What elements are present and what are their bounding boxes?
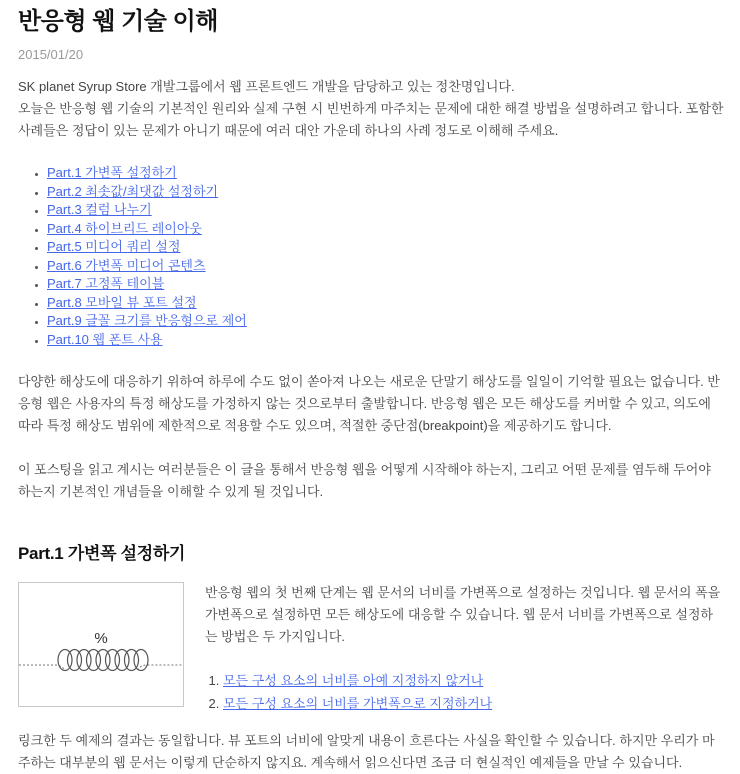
toc-link-part7[interactable]: Part.7 고정폭 테이블 xyxy=(47,276,165,291)
toc-item xyxy=(47,257,724,276)
toc-link-part3[interactable]: Part.3 컬럼 나누기 xyxy=(47,202,152,217)
closing-paragraph: 링크한 두 예제의 결과는 동일합니다. 뷰 포트의 너비에 알맞게 내용이 흐른다는 사실을 확인할 수 있습니다. 하지만 우리가 마주하는 대부분의 웹 문서는 이렇게 단순하지 않지요. 계속해서 읽으신다면 조금 더 현실적인 예제들을 만날 수 있습니다. xyxy=(18,733,715,770)
part1-section xyxy=(18,582,724,715)
width-options-list xyxy=(205,669,724,715)
toc-item xyxy=(47,201,724,220)
option-link-flex-width[interactable]: 모든 구성 요소의 너비를 가변폭으로 지정하거나 xyxy=(223,696,493,711)
intro-paragraph xyxy=(18,76,724,142)
overview-paragraph: 이 포스팅을 읽고 계시는 여러분들은 이 글을 통해서 반응형 웹을 어떻게 시작해야 하는지, 그리고 어떤 문제를 염두해 두어야 하는지 기본적인 개념들을 이해할 수 있게 될 것입니다. xyxy=(18,462,711,499)
option-link-no-width[interactable]: 모든 구성 요소의 너비를 아예 지정하지 않거나 xyxy=(223,673,484,688)
toc-item xyxy=(47,312,724,331)
option-item xyxy=(223,692,724,715)
toc-item xyxy=(47,164,724,183)
toc-item xyxy=(47,220,724,239)
toc-list xyxy=(18,164,724,349)
toc-item xyxy=(47,294,724,313)
toc-link-part10[interactable]: Part.10 웹 폰트 사용 xyxy=(47,331,163,347)
spring-icon xyxy=(19,583,183,706)
toc-link-part8[interactable]: Part.8 모바일 뷰 포트 설정 xyxy=(47,294,197,310)
resolution-paragraph: 다양한 해상도에 대응하기 위하여 하루에 수도 없이 쏟아져 나오는 새로운 단말기 해상도를 일일이 기억할 필요는 없습니다. 반응형 웹은 사용자의 특정 해상도를 가정하지 않는 것으로부터 출발합니다. 반응형 웹은 모든 해상도를 커버할 수 있고, 의도에 따라 특정 해상도 범위에 제한적으로 적용할 수도 있으며, 적절한 중단점(breakpoint)을 제공하기도 합니다. xyxy=(18,374,720,433)
toc-link-part6[interactable]: Part.6 가변폭 미디어 콘텐츠 xyxy=(47,257,206,273)
toc-link-part4[interactable]: Part.4 하이브리드 레이아웃 xyxy=(47,220,202,236)
toc-item xyxy=(47,331,724,350)
percent-label: % xyxy=(94,630,108,647)
option-item xyxy=(223,669,724,692)
intro-line-1: SK planet Syrup Store 개발그룹에서 웹 프론트엔드 개발을 담당하고 있는 정찬명입니다. xyxy=(18,79,515,94)
part1-body xyxy=(205,582,724,715)
toc-link-part5[interactable]: Part.5 미디어 쿼리 설정 xyxy=(47,239,181,254)
toc-link-part2[interactable]: Part.2 최솟값/최댓값 설정하기 xyxy=(47,183,219,199)
toc-link-part1[interactable]: Part.1 가변폭 설정하기 xyxy=(47,165,177,180)
toc-item xyxy=(47,238,724,257)
toc-link-part9[interactable]: Part.9 글꼴 크기를 반응형으로 제어 xyxy=(47,313,247,328)
coil-loops xyxy=(58,650,148,671)
toc-item xyxy=(47,183,724,202)
page-title: 반응형 웹 기술 이해 xyxy=(18,8,218,35)
toc-item xyxy=(47,275,724,294)
intro-line-2: 오늘은 반응형 웹 기술의 기본적인 원리와 실제 구현 시 빈번하게 마주치는 문제에 대한 해결 방법을 설명하려고 합니다. 포함한 사례들은 정답이 있는 문제가 아니기 때문에 여러 대안 가운데 하나의 사례 정도로 이해해 주세요. xyxy=(18,101,724,138)
part1-heading: Part.1 가변폭 설정하기 xyxy=(18,544,186,563)
flexible-width-figure xyxy=(18,582,184,707)
part1-paragraph: 반응형 웹의 첫 번째 단계는 웹 문서의 너비를 가변폭으로 설정하는 것입니다. 웹 문서의 폭을 가변폭으로 설정하면 모든 해상도에 대응할 수 있습니다. 웹 문서 너비를 가변폭으로 설정하는 방법은 두 가지입니다. xyxy=(205,585,721,644)
post-date: 2015/01/20 xyxy=(18,47,84,62)
